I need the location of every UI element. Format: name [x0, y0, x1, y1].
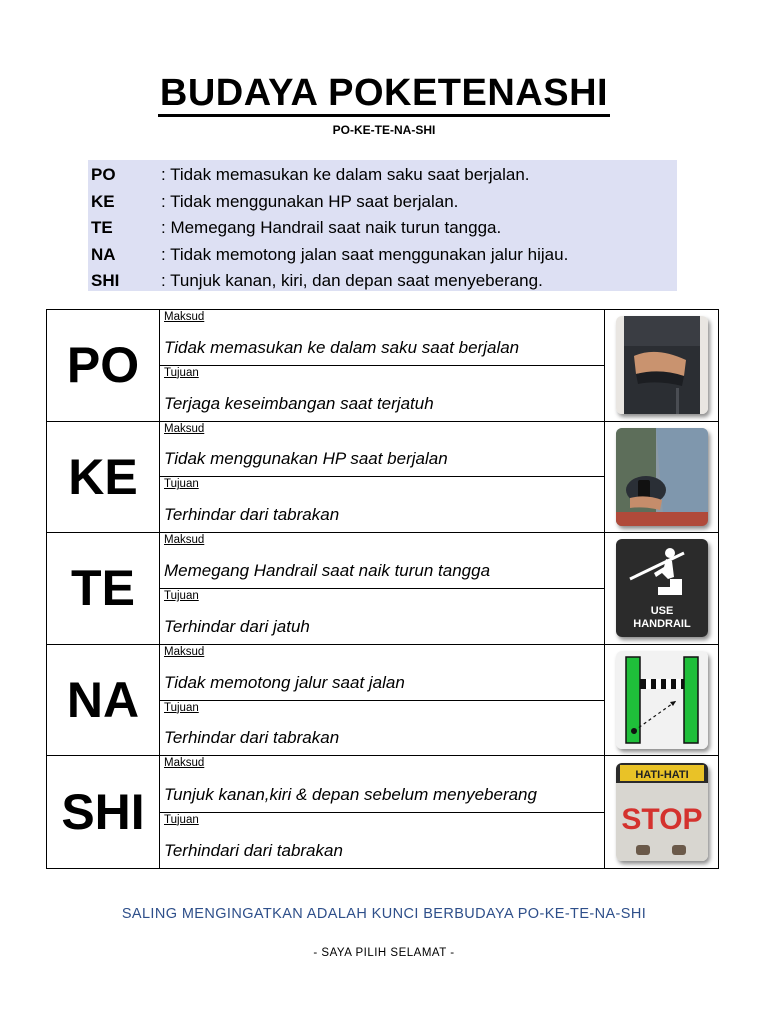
row-content: [160, 533, 605, 644]
table-row: [47, 422, 718, 534]
maksud-text: Tidak menggunakan HP saat berjalan: [164, 449, 448, 469]
summary-code: NA: [91, 244, 116, 264]
tujuan-text: Terhindari dari tabrakan: [164, 840, 343, 860]
image-cell: [605, 310, 718, 421]
summary-row: [88, 162, 677, 189]
maksud-text: Tidak memasukan ke dalam saku saat berjalan: [164, 337, 520, 357]
green-walkway-diagram: [616, 651, 708, 749]
summary-box: [88, 160, 677, 291]
tujuan-cell: [160, 813, 604, 868]
summary-row: [88, 268, 677, 295]
summary-row: [88, 215, 677, 242]
tujuan-text: Terjaga keseimbangan saat terjatuh: [164, 393, 434, 413]
page-title: [0, 72, 768, 115]
use-handrail-sign: [616, 539, 708, 637]
hand-in-pocket-photo: [616, 316, 708, 414]
tujuan-cell: [160, 477, 604, 532]
tujuan-text: Terhindar dari tabrakan: [164, 728, 340, 748]
table-row: [47, 533, 718, 645]
tujuan-text: Terhindar dari jatuh: [164, 616, 310, 636]
row-code: SHI: [47, 756, 160, 868]
footer-slogan: SALING MENGINGATKAN ADALAH KUNCI BERBUDAYA PO-KE-TE-NA-SHI: [121, 906, 647, 922]
footer-tagline: - SAYA PILIH SELAMAT -: [313, 947, 455, 959]
stop-sign-top: HATI-HATI: [634, 769, 689, 782]
tujuan-cell: [160, 366, 604, 421]
row-code: TE: [47, 533, 160, 644]
handrail-sign-line1: USE: [650, 605, 673, 618]
stop-sign-main: STOP: [620, 803, 703, 837]
poketenashi-table: [46, 309, 719, 869]
maksud-label: Maksud: [164, 757, 205, 770]
summary-text: : Tidak memotong jalan saat menggunakan jalur hijau.: [161, 244, 569, 264]
summary-text: : Tunjuk kanan, kiri, dan depan saat menyeberang.: [161, 271, 543, 291]
maksud-text: Tidak memotong jalur saat jalan: [164, 672, 405, 692]
row-content: [160, 645, 605, 756]
image-cell: [605, 756, 718, 868]
row-code: PO: [47, 310, 160, 421]
phone-while-walking-photo: [616, 428, 708, 526]
row-content: [160, 310, 605, 421]
title-text: BUDAYA POKETENASHI: [158, 72, 610, 117]
maksud-cell: [160, 645, 604, 701]
maksud-label: Maksud: [164, 534, 205, 547]
image-cell: [605, 422, 718, 533]
maksud-cell: [160, 422, 604, 478]
summary-code: SHI: [91, 271, 120, 291]
image-cell: [605, 645, 718, 756]
maksud-label: Maksud: [164, 422, 205, 435]
summary-text: : Memegang Handrail saat naik turun tangga.: [161, 218, 502, 238]
row-code: KE: [47, 422, 160, 533]
tujuan-label: Tujuan: [164, 478, 199, 491]
tujuan-cell: [160, 589, 604, 644]
table-row: [47, 645, 718, 757]
summary-row: [88, 189, 677, 216]
maksud-text: Memegang Handrail saat naik turun tangga: [164, 560, 491, 580]
summary-row: [88, 242, 677, 269]
image-cell: [605, 533, 718, 644]
summary-text: : Tidak menggunakan HP saat berjalan.: [161, 191, 459, 211]
handrail-sign-line2: HANDRAIL: [632, 618, 691, 631]
tujuan-label: Tujuan: [164, 701, 199, 714]
table-row: [47, 310, 718, 422]
tujuan-label: Tujuan: [164, 813, 199, 826]
row-content: [160, 756, 605, 868]
summary-code: TE: [91, 218, 113, 238]
page-subtitle: PO-KE-TE-NA-SHI: [332, 123, 436, 137]
maksud-text: Tunjuk kanan,kiri & depan sebelum menyeberang: [164, 784, 537, 804]
table-row: [47, 756, 718, 868]
tujuan-text: Terhindar dari tabrakan: [164, 505, 340, 525]
maksud-label: Maksud: [164, 645, 205, 658]
maksud-cell: [160, 533, 604, 589]
summary-code: KE: [91, 191, 115, 211]
row-content: [160, 422, 605, 533]
maksud-cell: [160, 310, 604, 366]
maksud-cell: [160, 756, 604, 812]
row-code: NA: [47, 645, 160, 756]
summary-code: PO: [91, 165, 116, 185]
tujuan-label: Tujuan: [164, 366, 199, 379]
tujuan-cell: [160, 701, 604, 756]
maksud-label: Maksud: [164, 311, 205, 323]
tujuan-label: Tujuan: [164, 589, 199, 602]
hati-hati-stop-sign: [616, 763, 708, 861]
summary-text: : Tidak memasukan ke dalam saku saat berjalan.: [161, 165, 530, 185]
